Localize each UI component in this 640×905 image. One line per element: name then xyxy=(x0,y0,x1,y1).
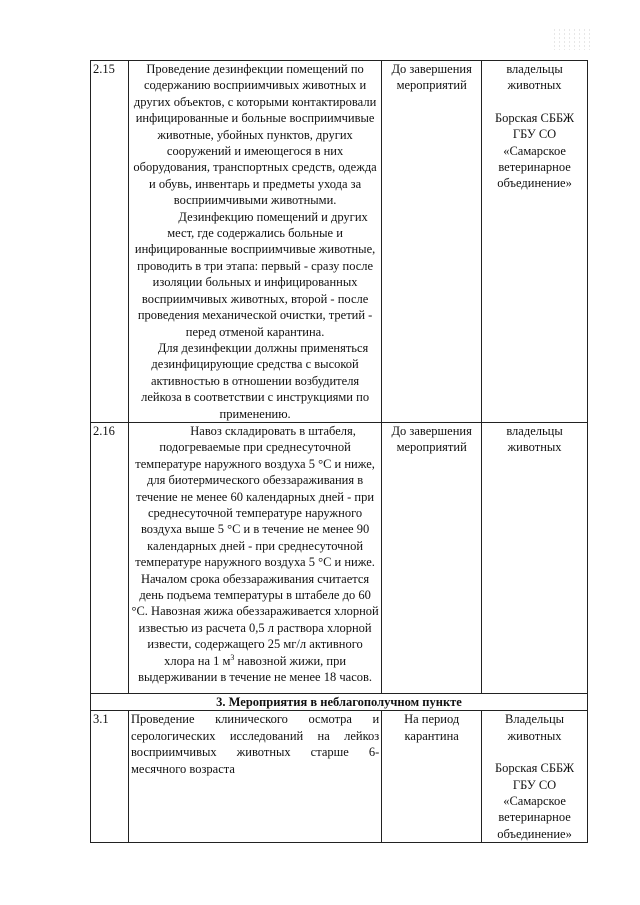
measure-description xyxy=(128,61,381,423)
description-paragraph: Дезинфекцию помещений и других мест, где содержались больные и инфицированные восприимчивые животные, проводить в три этапа: первый - сразу после изоляции больных и инфицированных восприимчивых животных, второй - после проведения механической очистки, третий - перед отменой карантина. xyxy=(134,209,376,339)
measure-description xyxy=(128,422,381,693)
table-row xyxy=(91,61,588,423)
description-text: навозной жижи, при выдерживании в течение не менее 18 часов. xyxy=(138,653,373,685)
responsible-organization: Борская СББЖ ГБУ СО «Самарское ветеринарное объединение» xyxy=(494,761,575,841)
measure-responsible xyxy=(482,711,588,843)
table-row xyxy=(91,422,588,693)
responsible-organization: Борская СББЖ ГБУ СО «Самарское ветеринарное объединение» xyxy=(494,110,575,191)
measure-term: До завершения мероприятий xyxy=(382,422,482,693)
responsible-owners: владельцы животных xyxy=(506,62,563,93)
row-number: 2.16 xyxy=(91,422,129,693)
description-text: Навоз складировать в штабеля, подогреваемые при среднесуточной температуре наружного воздуха 5 °С и ниже, для биотермического обеззараживания в течение не менее 60 календарных дней - при среднесуточной температуре наружного воздуха выше 5 °С и в течение не менее 90 календарных дней - при среднесуточной температуре наружного воздуха 5 °С и ниже. Началом срока обеззараживания считается день подъема температуры в штабеле до 60 °С. Навозная жижа обеззараживается хлорной известью из расчета 0,5 л раствора хлорной извести, содержащего 25 мг/л активного хлора на 1 м xyxy=(131,423,379,668)
measures-table xyxy=(90,60,588,843)
measure-term: До завершения мероприятий xyxy=(382,61,482,423)
measure-term: На период карантина xyxy=(382,711,482,843)
description-superscript: 3 xyxy=(230,652,235,662)
description-paragraph: Проведение дезинфекции помещений по содержанию восприимчивых животных и других объектов, с которыми контактировали инфицированные и больные восприимчивые животные, убойных пунктов, других сооружений и имеющегося в них оборудования, транспортных средств, одежда и обувь, инвентарь и предметы ухода за восприимчивыми животными. xyxy=(133,62,377,208)
description-paragraph: Для дезинфекции должны применяться дезинфицирующие средства с высокой активностью в отношении возбудителя лейкоза в соответствии с инструкциями по применению. xyxy=(141,340,370,421)
measure-responsible: владельцы животных xyxy=(482,422,588,693)
row-number: 3.1 xyxy=(91,711,129,843)
section-header-row xyxy=(91,693,588,710)
measure-responsible xyxy=(482,61,588,423)
responsible-owners: Владельцы животных xyxy=(505,712,565,743)
scan-noise-mark xyxy=(552,28,592,50)
table-row xyxy=(91,711,588,843)
section-title: 3. Мероприятия в неблагополучном пункте xyxy=(91,693,588,710)
measure-description: Проведение клинического осмотра и серологических исследований на лейкоз восприимчивых животных старше 6-месячного возраста xyxy=(128,711,381,843)
row-number: 2.15 xyxy=(91,61,129,423)
